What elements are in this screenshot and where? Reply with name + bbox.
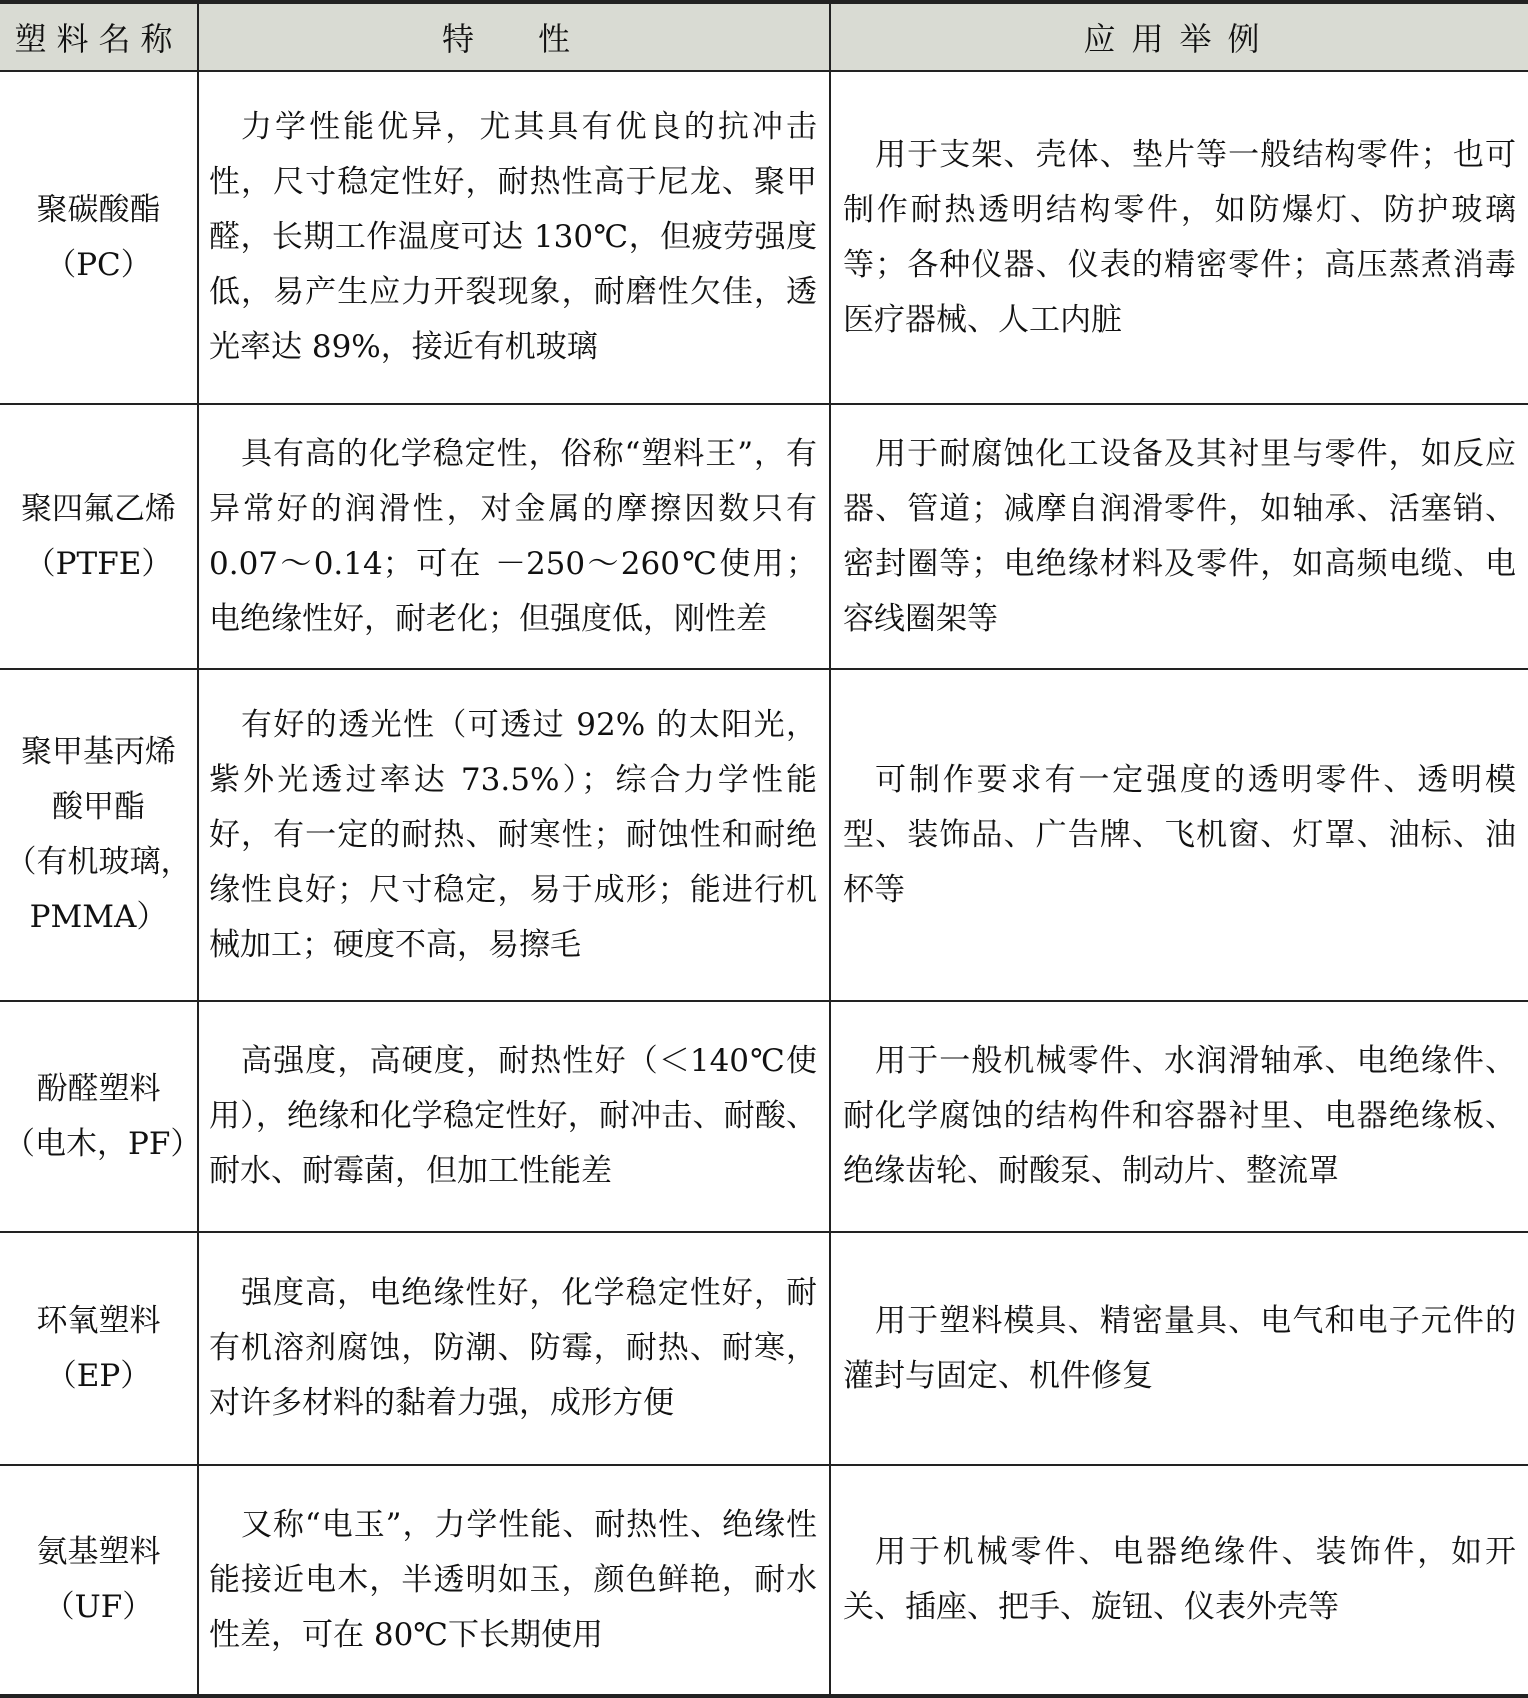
plastic-name xyxy=(0,1001,202,1232)
properties-cell: 高强度，高硬度，耐热性好（＜140℃使用），绝缘和化学稳定性好，耐冲击、耐酸、耐水、耐霉菌，但加工性能差 xyxy=(198,1001,830,1232)
plastic-name-line: （PC） xyxy=(45,246,152,283)
plastic-name-line: 环氧塑料 xyxy=(36,1302,161,1339)
properties-cell: 力学性能优异，尤其具有优良的抗冲击性，尺寸稳定性好，耐热性高于尼龙、聚甲醛，长期工作温度可达 130℃，但疲劳强度低，易产生应力开裂现象，耐磨性欠佳，透光率达 89%，接近有机玻璃 xyxy=(198,71,830,404)
applications-cell: 用于一般机械零件、水润滑轴承、电绝缘件、耐化学腐蚀的结构件和容器衬里、电器绝缘板、绝缘齿轮、耐酸泵、制动片、整流罩 xyxy=(830,1001,1528,1232)
plastic-name-line: 聚甲基丙烯 xyxy=(21,734,176,770)
header-name: 塑料名称 xyxy=(0,2,198,71)
plastic-name xyxy=(0,1232,198,1465)
applications-cell: 用于耐腐蚀化工设备及其衬里与零件，如反应器、管道；减摩自润滑零件，如轴承、活塞销、密封圈等；电绝缘材料及零件，如高频电缆、电容线圈架等 xyxy=(830,404,1528,669)
properties-cell: 有好的透光性（可透过 92% 的太阳光，紫外光透过率达 73.5%）；综合力学性能好，有一定的耐热、耐寒性；耐蚀性和耐绝缘性良好；尺寸稳定，易于成形；能进行机械加工；硬度不高，易擦毛 xyxy=(198,669,830,1001)
applications-cell: 用于支架、壳体、垫片等一般结构零件；也可制作耐热透明结构零件，如防爆灯、防护玻璃等；各种仪器、仪表的精密零件；高压蒸煮消毒医疗器械、人工内脏 xyxy=(830,71,1528,404)
table-row xyxy=(0,1232,1528,1465)
plastic-name-line: （有机玻璃， xyxy=(5,844,192,880)
plastic-name-line: 聚碳酸酯 xyxy=(36,191,161,228)
properties-cell: 具有高的化学稳定性，俗称“塑料王”，有异常好的润滑性，对金属的摩擦因数只有 0.07～0.14；可在 －250～260℃使用；电绝缘性好，耐老化；但强度低，刚性差 xyxy=(198,404,830,669)
header-properties: 特 性 xyxy=(198,2,830,71)
plastic-name-line: （电木，PF） xyxy=(4,1125,202,1162)
plastic-name-line: 氨基塑料 xyxy=(36,1534,161,1570)
properties-cell: 强度高，电绝缘性好，化学稳定性好，耐有机溶剂腐蚀，防潮、防霉，耐热、耐寒，对许多材料的黏着力强，成形方便 xyxy=(198,1232,830,1465)
header-applications: 应用举例 xyxy=(830,2,1528,71)
table-row xyxy=(0,1001,1528,1232)
plastic-name-line: （PTFE） xyxy=(24,545,173,582)
plastic-name xyxy=(0,1465,198,1696)
table-body xyxy=(0,71,1528,1696)
plastic-name xyxy=(0,71,198,404)
plastic-name-line: （EP） xyxy=(45,1357,152,1394)
plastic-name-line: 聚四氟乙烯 xyxy=(21,490,176,527)
header-row xyxy=(0,2,1528,71)
plastic-name-line: 酸甲酯 xyxy=(52,789,145,825)
plastic-name-line: 酚醛塑料 xyxy=(36,1070,161,1107)
applications-cell: 用于塑料模具、精密量具、电气和电子元件的灌封与固定、机件修复 xyxy=(830,1232,1528,1465)
applications-cell: 可制作要求有一定强度的透明零件、透明模型、装饰品、广告牌、飞机窗、灯罩、油标、油杯等 xyxy=(830,669,1528,1001)
table-row xyxy=(0,669,1528,1001)
table-row xyxy=(0,71,1528,404)
properties-cell: 又称“电玉”，力学性能、耐热性、绝缘性能接近电木，半透明如玉，颜色鲜艳，耐水性差，可在 80℃下长期使用 xyxy=(198,1465,830,1696)
table-row xyxy=(0,1465,1528,1696)
table-header xyxy=(0,2,1528,71)
applications-cell: 用于机械零件、电器绝缘件、装饰件，如开关、插座、把手、旋钮、仪表外壳等 xyxy=(830,1465,1528,1696)
plastic-name-line: PMMA） xyxy=(29,899,168,935)
plastic-name xyxy=(0,669,198,1001)
table-row xyxy=(0,404,1528,669)
plastic-name-line: （UF） xyxy=(43,1589,154,1625)
plastic-name xyxy=(0,404,198,669)
